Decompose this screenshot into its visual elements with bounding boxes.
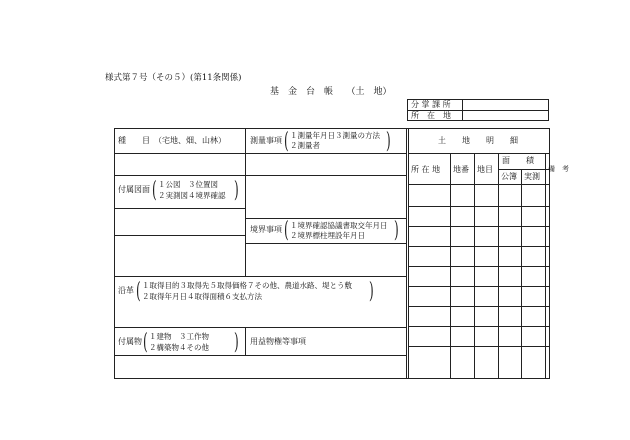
boundary-item: １境界確認協議書取交年月日: [290, 221, 388, 230]
brace-close-icon: ): [369, 279, 374, 304]
brace-close-icon: ): [234, 178, 239, 203]
usage-label: 用益物権等事項: [250, 337, 306, 346]
history-item: ２取得年月日４取得面積６支払方法: [142, 292, 262, 301]
col-area: 面 積: [502, 156, 534, 165]
brace-open-icon: (: [143, 330, 148, 355]
kind-label: 種 目 （宅地、畑、山林）: [118, 136, 226, 145]
attach-item: １建物 ３工作物: [149, 332, 209, 341]
brace-close-icon: ): [394, 218, 399, 243]
office-location-label: 所 在 地: [411, 111, 451, 120]
col-location: 所 在 地: [411, 165, 441, 174]
brace-open-icon: (: [136, 279, 141, 304]
form-number: 様式第７号（その５）(第11条関係): [105, 73, 242, 83]
attach-label: 付属物: [118, 337, 142, 346]
survey-item: １測量年月日３測量の方法: [290, 131, 380, 140]
survey-label: 測量事項: [250, 136, 282, 145]
history-item: １取得目的３取得先５取得価格７その他、農道水路、堤とう敷: [142, 281, 352, 290]
drawing-label: 付属図面: [118, 185, 150, 194]
brace-open-icon: (: [284, 129, 289, 154]
col-category: 地目: [477, 165, 493, 174]
drawing-item: ２実測図４境界確認: [158, 191, 226, 200]
col-remarks: 備 考: [548, 165, 569, 173]
office-label: 分 掌 課 所: [411, 100, 451, 109]
brace-open-icon: (: [152, 178, 157, 203]
detail-title: 土 地 明 細: [438, 136, 518, 145]
boundary-item: ２境界標柱埋設年月日: [290, 231, 365, 240]
attach-item: ２構築物４その他: [149, 343, 209, 352]
survey-item: ２測量者: [290, 141, 320, 150]
col-lot: 地番: [453, 165, 469, 174]
brace-open-icon: (: [284, 218, 289, 243]
col-official: 公簿: [501, 172, 517, 181]
col-actual: 実測: [524, 172, 540, 181]
drawing-item: １公図 ３位置図: [158, 180, 218, 189]
document-title: 基 金 台 帳 （土 地）: [270, 87, 392, 97]
boundary-label: 境界事項: [250, 225, 282, 234]
history-label: 沿革: [118, 286, 134, 295]
brace-close-icon: ): [234, 330, 239, 355]
brace-close-icon: ): [386, 129, 391, 154]
